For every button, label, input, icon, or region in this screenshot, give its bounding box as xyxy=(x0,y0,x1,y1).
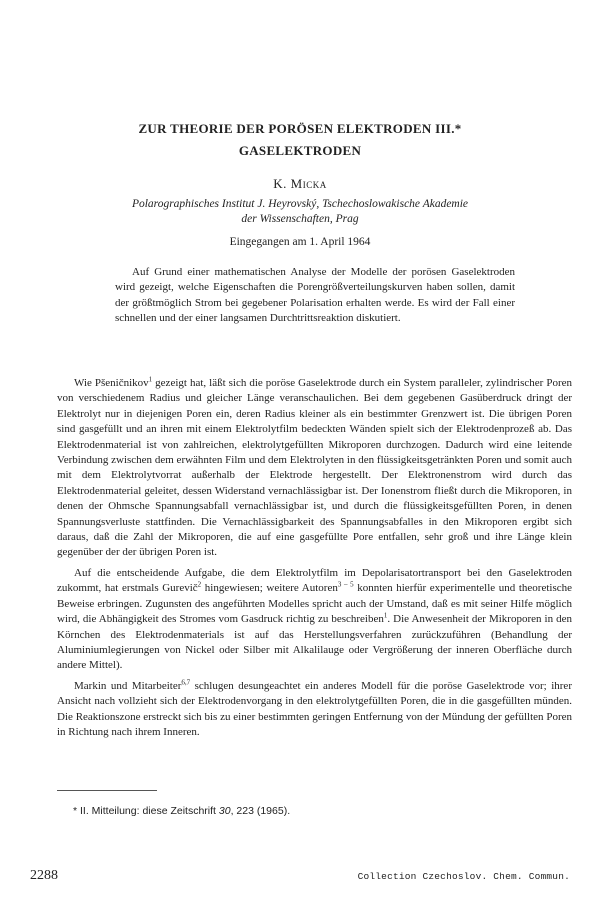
journal-name: Collection Czechoslov. Chem. Commun. xyxy=(357,871,570,882)
affiliation xyxy=(0,197,600,227)
body-paragraph-1 xyxy=(57,376,572,561)
paragraph-text: hingewiesen; weitere Autoren xyxy=(201,582,338,595)
affiliation-line-2: der Wissenschaften, Prag xyxy=(241,213,359,225)
body-paragraph-2 xyxy=(57,566,572,674)
paragraph-text: Markin und Mitarbeiter xyxy=(74,679,182,692)
affiliation-line-1: Polarographisches Institut J. Heyrovský, Tschechoslowakische Akademie xyxy=(131,198,469,210)
reference-marker: 1 xyxy=(383,611,388,620)
page-number: 2288 xyxy=(30,868,58,883)
title-line-1: ZUR THEORIE DER PORÖSEN ELEKTRODEN III.* xyxy=(138,121,462,136)
abstract-text: Auf Grund einer mathematischen Analyse der Modelle der porösen Gaselektroden wird gezeigt, welche Eigenschaften die Porengrößverteilungskurven haben sollen, damit der größtmöglich Strom bei gegebener Polarisation erhalten werde. Es wird der Fall einer schnellen und der einer langsamen Durchtrittsreaktion diskutiert. xyxy=(115,266,515,325)
footnote-volume: 30 xyxy=(218,805,231,817)
body-paragraph-3 xyxy=(57,679,572,741)
received-date: Eingegangen am 1. April 1964 xyxy=(229,236,371,248)
title-line-2: GASELEKTRODEN xyxy=(238,143,362,158)
footnote xyxy=(73,805,290,817)
paragraph-text: konnten hierfür experimentelle und theoretische Beweise erbringen. Zugunsten des angeführten Modelles spricht auch der Umstand, daß es mit seiner Hilfe möglich wird, die Abhängigkeit des Stromes vom Gasdruck richtig zu beschreiben xyxy=(57,582,573,626)
paragraph-text: schlugen desungeachtet ein anderes Modell für die poröse Gaselektrode vor; ihrer Ansicht nach vollzieht sich der Elektrodenvorgang in den elektrolytgefüllten Poren, die in die gasgefüllten münden. Die Reaktionszone erstreckt sich bis zu einer bestimmten geringen Entfernung von der Mündung der gefüllten Poren in Richtung nach ihrem Inneren. xyxy=(57,679,572,738)
reference-marker: 6,7 xyxy=(181,678,191,687)
footnote-text: , 223 (1965). xyxy=(230,805,291,817)
reference-marker: 2 xyxy=(197,580,202,589)
reference-marker: 1 xyxy=(148,375,153,384)
paragraph-text: gezeigt hat, läßt sich die poröse Gaselektrode durch ein System paralleler, zylindrischer Poren von verschiedenem Radius und gleicher Länge veranschaulichen. Bei dem gegebenen Gasüberdruck dringt der Elektrolyt nur in diejenigen Poren ein, deren Radius kleiner als ein bestimmter Grenzwert ist. Die übrigen Poren sind gasgefüllt und an ihren mit einem Elektrolytfilm bedeckten Wänden spielt sich der Elektrodenprozeß ab. Das Elektrodenmaterial ist von zahlreichen, elektrolytgefüllten Mikroporen durchzogen. Dadurch wird eine leitende Verbindung zwischen dem erwähnten Film und dem Elektrolyten in den flüssigkeitsgetränkten Poren und somit auch mit dem Elektrolytvorrat außerhalb der Elektrode hergestellt. Der Elektronenstrom wird durch das Elektrodenmaterial geleitet, dessen Widerstand vernachlässigbar ist. Der Ionenstrom fließt durch die Mikroporen, in denen der Ohmsche Spannungsabfall vernachlässigbar ist, und durch die flüssigkeitsgefüllten Poren, in denen Spannungsverluste stattfinden. Die Vernachlässigbarkeit des Spannungsabfalles in den Mikroporen ergibt sich daraus, daß die Zahl der Mikroporen, die auf eine gasgefüllte Pore entfallen, sehr groß und ihre Länge klein gegenüber der der übrigen Poren ist. xyxy=(57,377,572,559)
paragraph-text: . Die Anwesenheit der Mikroporen in den Körnchen des Elektrodenmaterials ist auf das Herstellungsverfahren zurückzuführen (Behandlung der Aluminiumlegierungen von Nickel oder Silber mit Alkalilauge oder Vergrößerung der inneren Oberfläche durch andere Mittel). xyxy=(57,613,572,672)
article-body xyxy=(57,376,572,745)
reference-marker: 3 – 5 xyxy=(337,580,354,589)
paragraph-text: Auf die entscheidende Aufgabe, die dem Elektrolytfilm im Depolarisatortransport bei den Gaselektroden zukommt, hat erstmals Gurevič xyxy=(57,566,572,595)
author-name: K. Micka xyxy=(273,176,327,191)
footnote-divider xyxy=(57,790,157,791)
footnote-text: * II. Mitteilung: diese Zeitschrift xyxy=(73,805,219,817)
abstract xyxy=(115,265,515,327)
cited-name: Wie Pšeničnikov xyxy=(74,377,149,389)
article-title xyxy=(0,118,600,162)
